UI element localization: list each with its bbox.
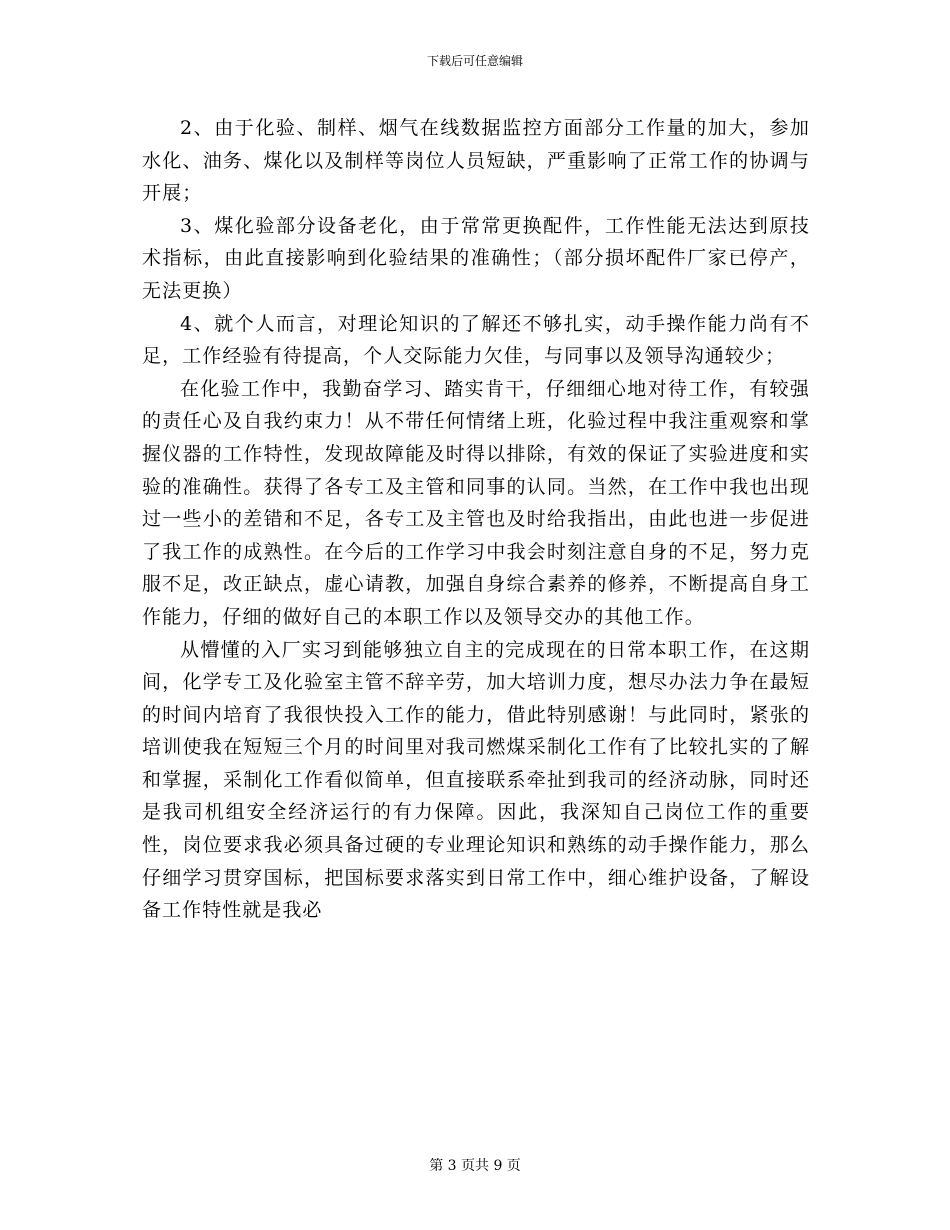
paragraph-training-gratitude: 从懵懂的入厂实习到能够独立自主的完成现在的日常本职工作，在这期间，化学专工及化验室主管不辞辛劳，加大培训力度，想尽办法力争在最短的时间内培育了我很快投入工作的能力，借此特别感谢！与此同时，紧张的培训使我在短短三个月的时间里对我司燃煤采制化工作有了比较扎实的了解和掌握，采制化工作看似简单，但直接联系牵扯到我司的经济动脉，同时还是我司机组安全经济运行的有力保障。因此，我深知自己岗位工作的重要性，岗位要求我必须具备过硬的专业理论知识和熟练的动手操作能力，那么仔细学习贯穿国标，把国标要求落实到日常工作中，细心维护设备，了解设备工作特性就是我必 (142, 638, 810, 922)
document-body (142, 112, 810, 927)
paragraph-issue-4: 4、就个人而言，对理论知识的了解还不够扎实，动手操作能力尚有不足，工作经验有待提高，个人交际能力欠佳，与同事以及领导沟通较少； (142, 312, 810, 368)
paragraph-issue-3: 3、煤化验部分设备老化，由于常常更换配件，工作性能无法达到原技术指标，由此直接影响到化验结果的准确性；（部分损坏配件厂家已停产，无法更换） (142, 214, 810, 302)
page-number-footer: 第 3 页共 9 页 (429, 1158, 521, 1174)
paragraph-issue-2: 2、由于化验、制样、烟气在线数据监控方面部分工作量的加大，参加水化、油务、煤化以及制样等岗位人员短缺，严重影响了正常工作的协调与开展； (142, 117, 810, 205)
paragraph-work-attitude: 在化验工作中，我勤奋学习、踏实肯干，仔细细心地对待工作，有较强的责任心及自我约束力！从不带任何情绪上班，化验过程中我注重观察和掌握仪器的工作特性，发现故障能及时得以排除，有效的保证了实验进度和实验的准确性。获得了各专工及主管和同事的认同。当然，在工作中我也出现过一些小的差错和不足，各专工及主管也及时给我指出，由此也进一步促进了我工作的成熟性。在今后的工作学习中我会时刻注意自身的不足，努力克服不足，改正缺点，虚心请教，加强自身综合素养的修养，不断提高自身工作能力，仔细的做好自己的本职工作以及领导交办的其他工作。 (142, 377, 810, 628)
page-header: 下载后可任意编辑 (426, 54, 523, 68)
